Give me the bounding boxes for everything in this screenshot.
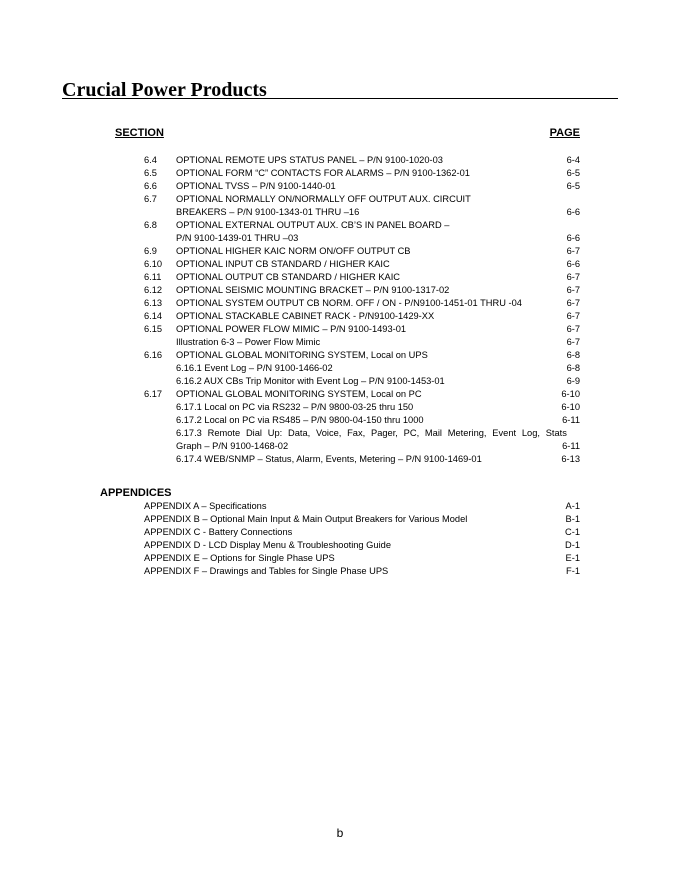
appendix-title: APPENDIX C - Battery Connections (144, 527, 293, 537)
toc-page-number: 6-11 (562, 441, 580, 451)
toc-entry-title: Illustration 6-3 – Power Flow Mimic (176, 337, 321, 347)
appendices-heading: APPENDICES (100, 487, 172, 499)
toc-page-number: 6-10 (561, 402, 580, 412)
toc-entry-title: BREAKERS – P/N 9100-1343-01 THRU –16 (176, 207, 360, 217)
appendix-page-number: D-1 (565, 540, 580, 550)
toc-row (0, 206, 680, 219)
appendix-row (0, 552, 680, 565)
toc-section-number: 6.17 (144, 389, 163, 399)
toc-entry-title: OPTIONAL FORM “C” CONTACTS FOR ALARMS – P/N 9100-1362-01 (176, 168, 470, 178)
toc-entry-title: OPTIONAL TVSS – P/N 9100-1440-01 (176, 181, 336, 191)
toc-row (0, 336, 680, 349)
toc-entry-title: OPTIONAL GLOBAL MONITORING SYSTEM, Local on PC (176, 389, 422, 399)
toc-entry-title: OPTIONAL STACKABLE CABINET RACK - P/N9100-1429-XX (176, 311, 435, 321)
toc-row (0, 453, 680, 466)
toc-page-number: 6-7 (566, 272, 580, 282)
appendix-page-number: C-1 (565, 527, 580, 537)
toc-page-number: 6-5 (566, 181, 580, 191)
toc-section-number: 6.15 (144, 324, 163, 334)
toc-section-number: 6.12 (144, 285, 163, 295)
toc-row (0, 167, 680, 180)
toc-row (0, 245, 680, 258)
toc-page-number: 6-5 (566, 168, 580, 178)
appendix-row (0, 565, 680, 578)
toc-page-number: 6-4 (566, 155, 580, 165)
appendices-list (0, 500, 680, 578)
toc-page-number: 6-10 (561, 389, 580, 399)
appendix-page-number: F-1 (566, 566, 580, 576)
toc-page-number: 6-11 (562, 415, 580, 425)
toc-entry-title: Graph – P/N 9100-1468-02 (176, 441, 289, 451)
toc-section-number: 6.16 (144, 350, 163, 360)
toc-section-number: 6.5 (144, 168, 157, 178)
toc-section-number: 6.6 (144, 181, 157, 191)
toc-entry-title: P/N 9100-1439-01 THRU –03 (176, 233, 299, 243)
appendix-title: APPENDIX D - LCD Display Menu & Troubleshooting Guide (144, 540, 391, 550)
toc-page-number: 6-6 (566, 233, 580, 243)
toc-row (0, 362, 680, 375)
appendix-title: APPENDIX E – Options for Single Phase UPS (144, 553, 335, 563)
toc-row (0, 232, 680, 245)
toc-entry-title: OPTIONAL SYSTEM OUTPUT CB NORM. OFF / ON - P/N9100-1451-01 THRU -04 (176, 298, 522, 308)
toc-row (0, 297, 680, 310)
appendix-row (0, 500, 680, 513)
toc-row (0, 154, 680, 167)
toc-page-number: 6-7 (566, 337, 580, 347)
header-rule (62, 98, 618, 99)
toc-entry-title: OPTIONAL NORMALLY ON/NORMALLY OFF OUTPUT AUX. CIRCUIT (176, 194, 471, 204)
toc-entry-title: OPTIONAL GLOBAL MONITORING SYSTEM, Local on UPS (176, 350, 428, 360)
toc-page-number: 6-7 (566, 311, 580, 321)
toc-page-number: 6-9 (566, 376, 580, 386)
toc-row (0, 401, 680, 414)
toc-entry-title: 6.16.1 Event Log – P/N 9100-1466-02 (176, 363, 333, 373)
toc-page-number: 6-13 (561, 454, 580, 464)
toc-row (0, 180, 680, 193)
appendix-page-number: B-1 (565, 514, 580, 524)
toc-entry-title: OPTIONAL OUTPUT CB STANDARD / HIGHER KAIC (176, 272, 401, 282)
section-column-heading: SECTION (115, 127, 164, 139)
appendix-page-number: E-1 (565, 553, 580, 563)
toc-row (0, 258, 680, 271)
toc-page-number: 6-6 (566, 207, 580, 217)
toc-section-number: 6.4 (144, 155, 157, 165)
toc-section-number: 6.11 (144, 272, 162, 282)
toc-entry-title: 6.16.2 AUX CBs Trip Monitor with Event Log – P/N 9100-1453-01 (176, 376, 445, 386)
appendix-page-number: A-1 (565, 501, 580, 511)
toc-entry-title: OPTIONAL REMOTE UPS STATUS PANEL – P/N 9100-1020-03 (176, 155, 443, 165)
toc-row (0, 388, 680, 401)
toc-row (0, 219, 680, 232)
toc-entry-title: 6.17.2 Local on PC via RS485 – P/N 9800-04-150 thru 1000 (176, 415, 424, 425)
toc-section-number: 6.7 (144, 194, 157, 204)
toc-entry-title: OPTIONAL HIGHER KAIC NORM ON/OFF OUTPUT CB (176, 246, 411, 256)
appendix-title: APPENDIX B – Optional Main Input & Main Output Breakers for Various Model (144, 514, 468, 524)
appendix-row (0, 539, 680, 552)
page-header-title: Crucial Power Products (62, 79, 267, 101)
toc-page-number: 6-8 (566, 350, 580, 360)
toc-entry-title: 6.17.1 Local on PC via RS232 – P/N 9800-03-25 thru 150 (176, 402, 414, 412)
toc-row (0, 349, 680, 362)
toc-entry-title: 6.17.4 WEB/SNMP – Status, Alarm, Events, Metering – P/N 9100-1469-01 (176, 454, 482, 464)
appendix-title: APPENDIX A – Specifications (144, 501, 267, 511)
toc-section-number: 6.13 (144, 298, 163, 308)
toc-entry-title: OPTIONAL SEISMIC MOUNTING BRACKET – P/N 9100-1317-02 (176, 285, 450, 295)
toc-section-number: 6.8 (144, 220, 157, 230)
toc-row (0, 427, 680, 440)
toc-row (0, 284, 680, 297)
page-number: b (336, 826, 344, 840)
toc-page-number: 6-8 (566, 363, 580, 373)
toc-row (0, 414, 680, 427)
toc-row (0, 440, 680, 453)
appendix-title: APPENDIX F – Drawings and Tables for Single Phase UPS (144, 566, 389, 576)
appendix-row (0, 513, 680, 526)
toc-page-number: 6-7 (566, 298, 580, 308)
toc-page-number: 6-7 (566, 324, 580, 334)
toc-section-number: 6.14 (144, 311, 163, 321)
toc-entry-title: OPTIONAL INPUT CB STANDARD / HIGHER KAIC (176, 259, 390, 269)
toc-entry-title: 6.17.3 Remote Dial Up: Data, Voice, Fax, Pager, PC, Mail Metering, Event Log, Stats (176, 428, 567, 438)
toc-section-number: 6.10 (144, 259, 163, 269)
toc-row (0, 375, 680, 388)
toc-page-number: 6-7 (566, 246, 580, 256)
toc-list (0, 154, 680, 466)
appendix-row (0, 526, 680, 539)
toc-entry-title: OPTIONAL EXTERNAL OUTPUT AUX. CB’S IN PANEL BOARD – (176, 220, 450, 230)
toc-row (0, 193, 680, 206)
toc-row (0, 271, 680, 284)
toc-page-number: 6-6 (566, 259, 580, 269)
page-column-heading: PAGE (549, 127, 580, 139)
toc-section-number: 6.9 (144, 246, 157, 256)
toc-page-number: 6-7 (566, 285, 580, 295)
toc-row (0, 310, 680, 323)
toc-row (0, 323, 680, 336)
toc-entry-title: OPTIONAL POWER FLOW MIMIC – P/N 9100-1493-01 (176, 324, 407, 334)
